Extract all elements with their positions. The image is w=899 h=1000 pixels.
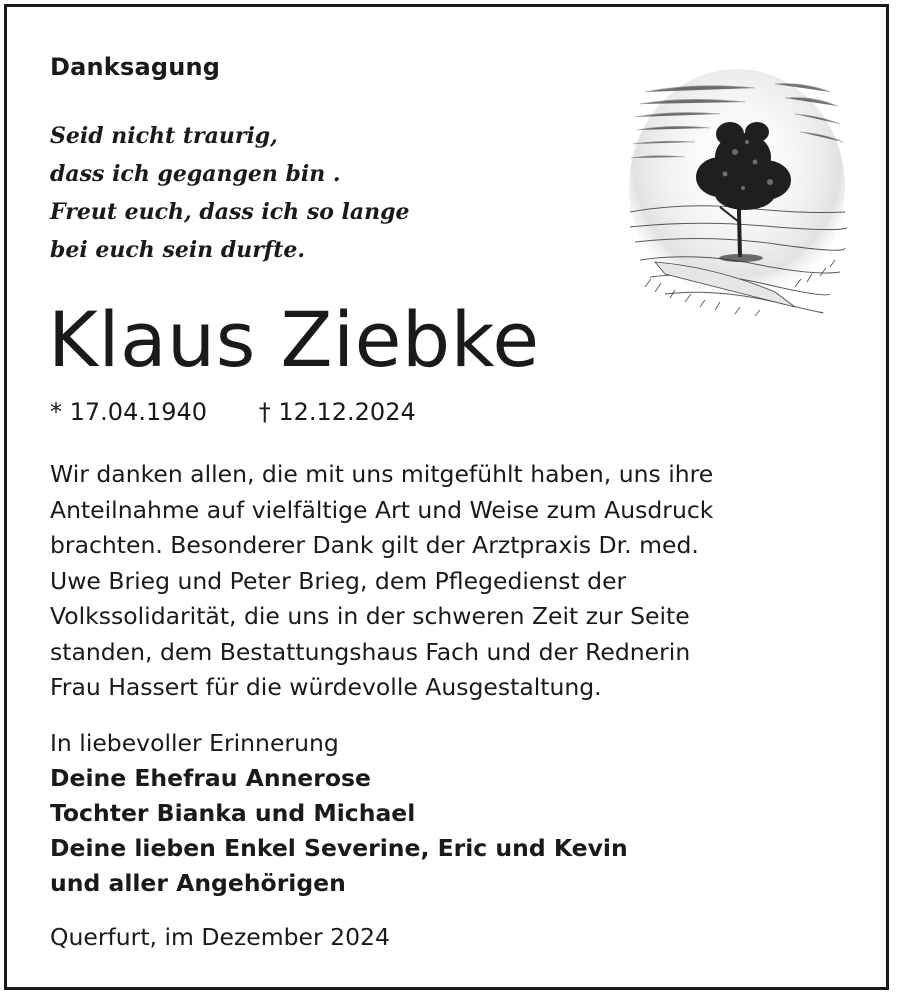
- closing-block: [50, 726, 628, 901]
- signatory: und aller Angehörigen: [50, 869, 346, 897]
- deceased-name: Klaus Ziebke: [48, 295, 540, 384]
- paragraph-line: Uwe Brieg und Peter Brieg, dem Pflegedienst der: [50, 566, 627, 595]
- birth-date: * 17.04.1940: [50, 398, 208, 426]
- place-date: Querfurt, im Dezember 2024: [50, 923, 390, 951]
- paragraph-line: brachten. Besonderer Dank gilt der Arztpraxis Dr. med.: [50, 531, 699, 559]
- signatory: Deine Ehefrau Annerose: [50, 764, 371, 792]
- paragraph-line: standen, dem Bestattungshaus Fach und der Rednerin: [50, 637, 691, 666]
- closing-intro: In liebevoller Erinnerung: [50, 729, 339, 757]
- poem: [50, 117, 410, 269]
- poem-line: bei euch sein durfte.: [50, 237, 306, 263]
- paragraph-line: Frau Hassert für die würdevolle Ausgestaltung.: [50, 673, 602, 701]
- signatory: Deine lieben Enkel Severine, Eric und Kevin: [50, 834, 628, 862]
- signatory: Tochter Bianka und Michael: [50, 799, 416, 827]
- poem-line: Seid nicht traurig,: [50, 123, 278, 149]
- thanks-paragraph: [50, 457, 713, 706]
- notice-heading: Danksagung: [50, 53, 221, 81]
- paragraph-line: Wir danken allen, die mit uns mitgefühlt haben, uns ihre: [50, 460, 714, 488]
- tree-landscape-icon: [625, 62, 850, 324]
- death-date: † 12.12.2024: [258, 398, 416, 426]
- poem-line: dass ich gegangen bin .: [50, 161, 341, 187]
- life-dates: [50, 398, 416, 426]
- poem-line: Freut euch, dass ich so lange: [50, 199, 410, 225]
- paragraph-line: Volkssolidarität, die uns in der schweren Zeit zur Seite: [50, 602, 690, 630]
- paragraph-line: Anteilnahme auf vielfältige Art und Weise zum Ausdruck: [50, 495, 714, 524]
